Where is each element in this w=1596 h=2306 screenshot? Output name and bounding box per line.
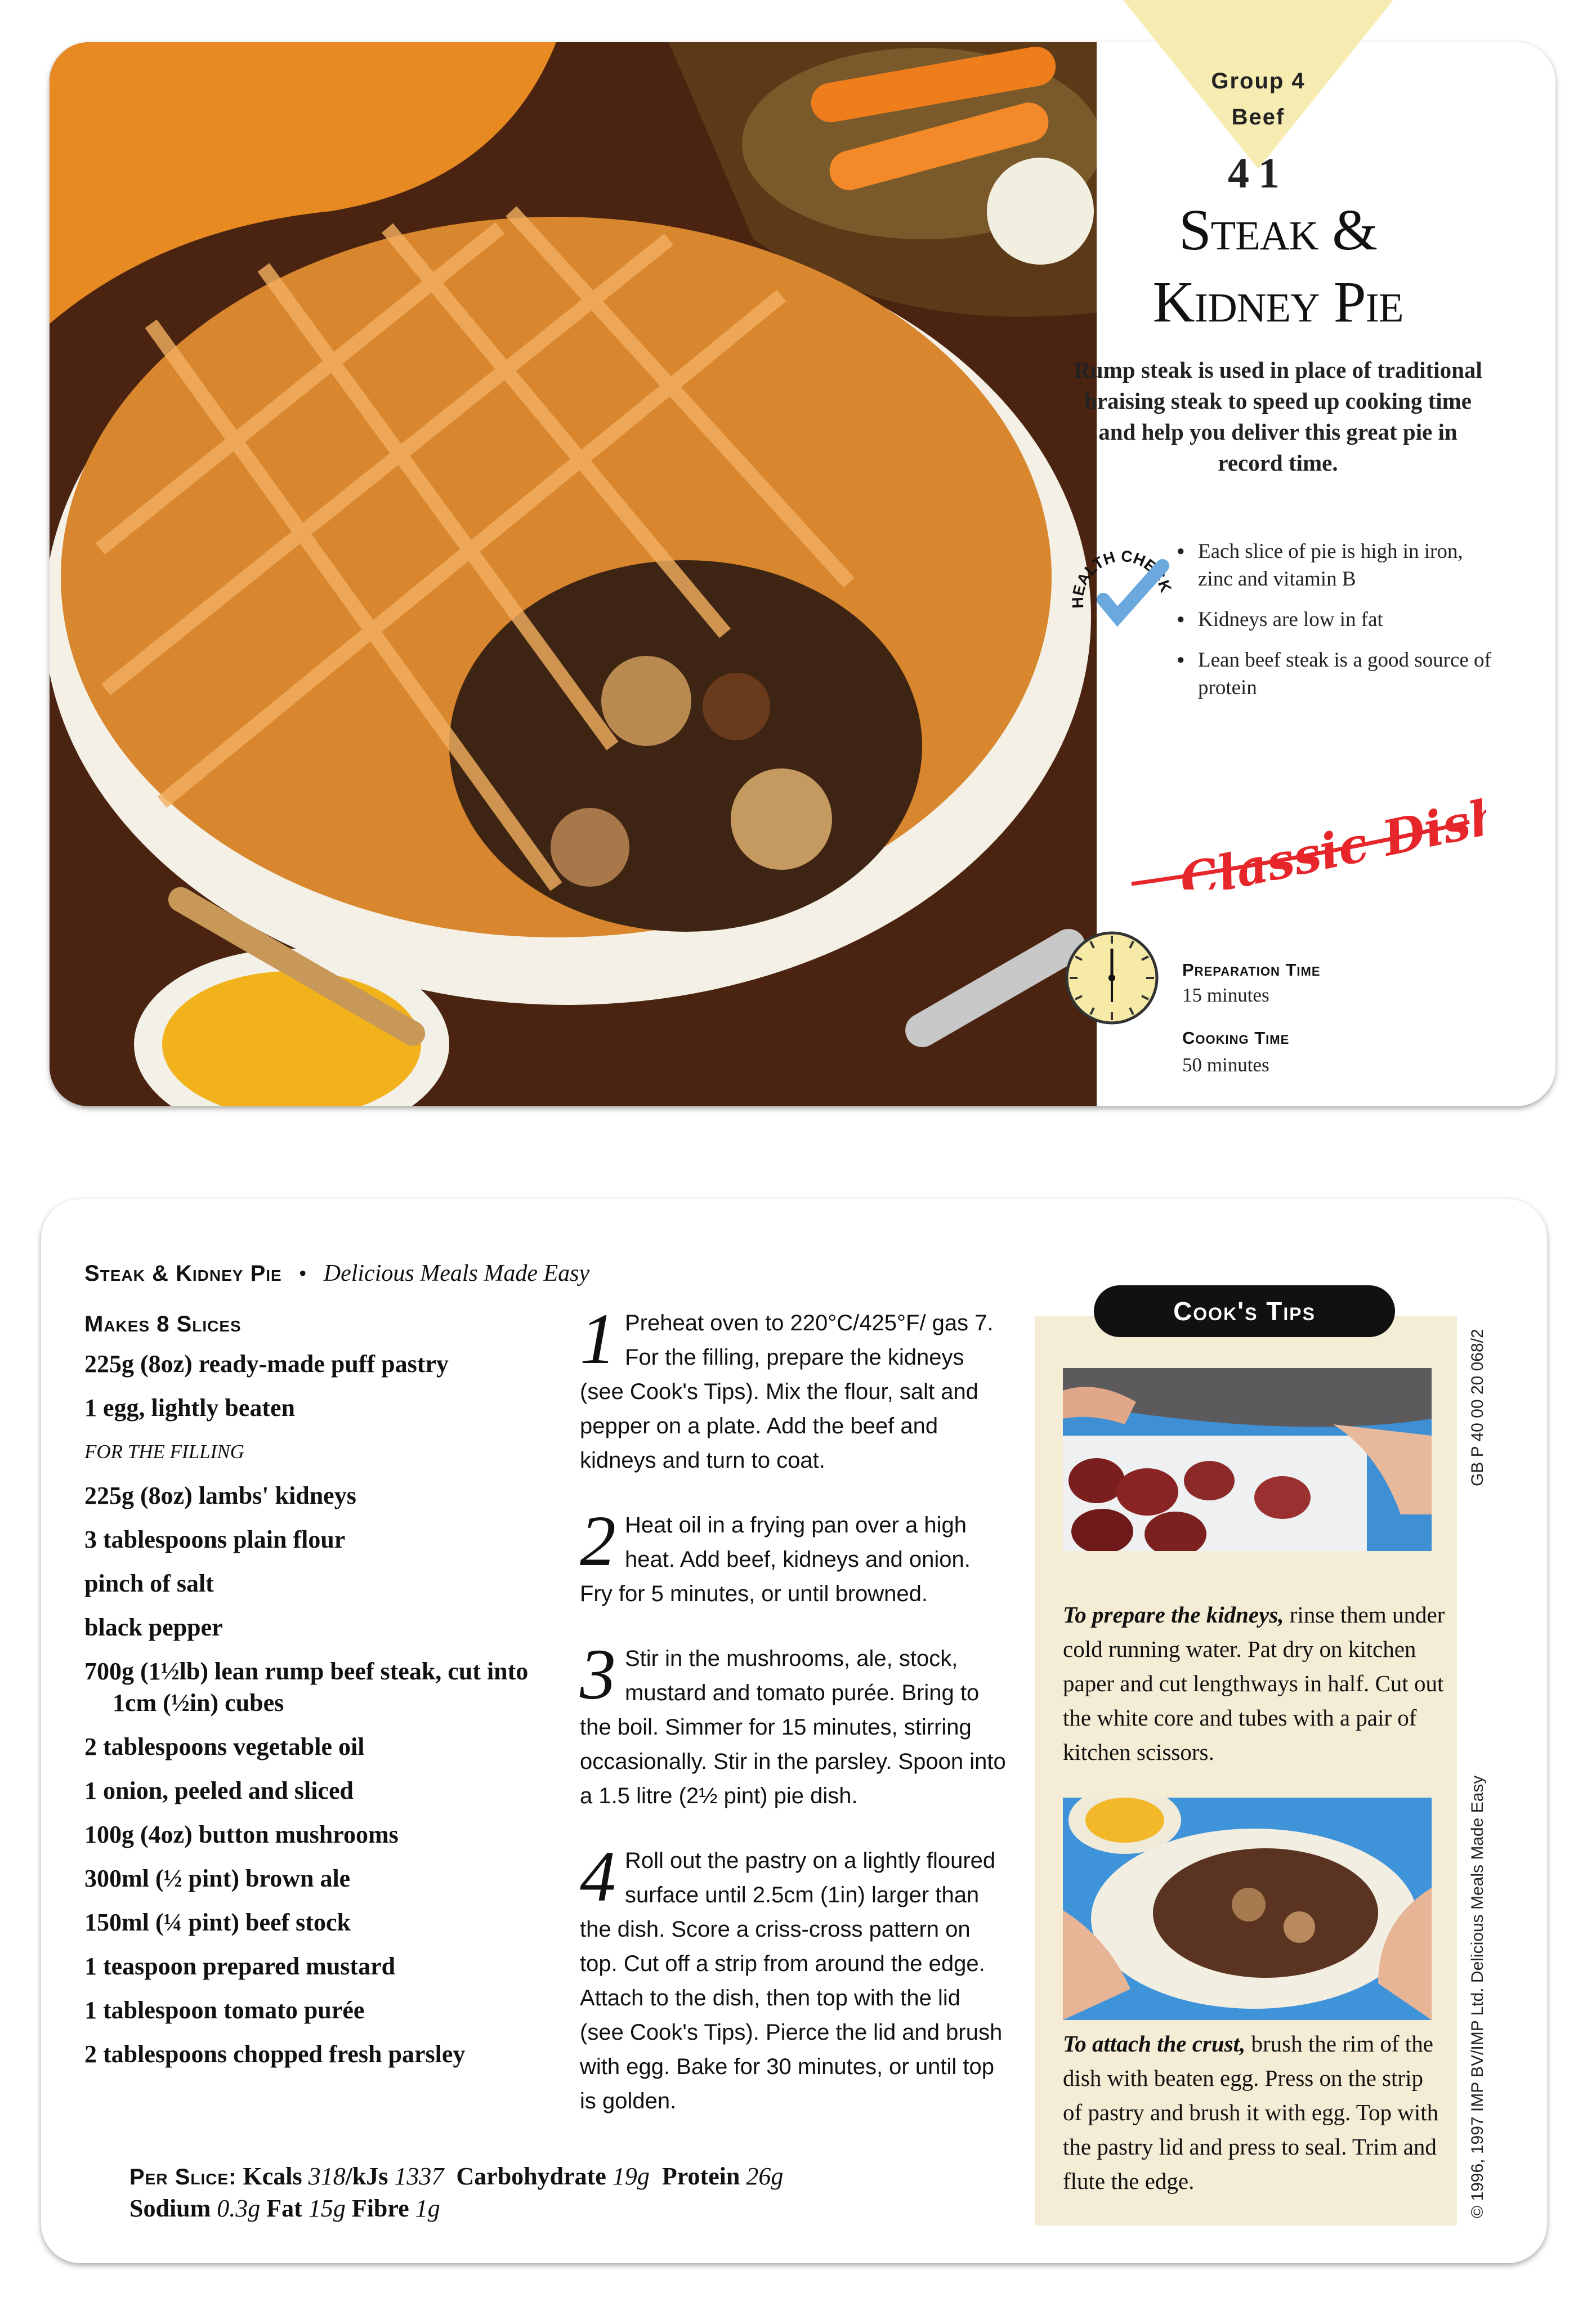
header-bullet: •: [298, 1261, 307, 1286]
ingredient: 225g (8oz) ready-made puff pastry: [84, 1350, 449, 1378]
fat-label: Fat: [266, 2195, 302, 2222]
title-line-2: Kidney Pie: [1152, 270, 1403, 334]
sodium-label: Sodium: [129, 2195, 211, 2222]
prep-time-label: Preparation Time: [1182, 960, 1321, 980]
tip-kidneys-lead: To prepare the kidneys,: [1063, 1602, 1284, 1628]
crust-photo: [1063, 1798, 1432, 2020]
ingredient: 1 teaspoon prepared mustard: [84, 1952, 396, 1980]
kj-label: /kJs: [345, 2162, 388, 2190]
step-number: 2: [580, 1501, 616, 1581]
classic-dish-badge: [1126, 788, 1486, 890]
health-point: ● Each slice of pie is high in iron, zinc and vitamin B: [1177, 538, 1492, 593]
series-name: Delicious Meals Made Easy: [323, 1261, 590, 1286]
pie-illustration: [50, 42, 1097, 1106]
carb-value: 19g: [612, 2162, 650, 2190]
card-number: 41: [1228, 150, 1289, 197]
health-point: ● Lean beef steak is a good source of protein: [1177, 646, 1492, 701]
method-step: [580, 1634, 1008, 1813]
yield-label: Makes 8 Slices: [84, 1312, 242, 1337]
ingredient: 700g (1½lb) lean rump beef steak, cut into 1cm (½in) cubes: [84, 1657, 529, 1717]
fibre-value: 1g: [415, 2195, 440, 2222]
tip-crust-text: brush the rim of the dish with beaten egg. Press on the strip of pastry and brush it with egg. Top with the pastry lid and press to seal. Trim and flute the edge.: [1063, 2031, 1439, 2194]
step-text: Heat oil in a frying pan over a high heat. Add beef, kidneys and onion. Fry for 5 minutes, or until browned.: [580, 1513, 971, 1606]
method-steps: [580, 1299, 1008, 2149]
cook-time-value: 50 minutes: [1182, 1054, 1269, 1076]
classic-dish-text: Classic Dish: [1174, 788, 1486, 890]
health-check-icon: [1064, 540, 1177, 653]
group-label: Group 4: [1211, 69, 1306, 93]
kcals-label: Kcals: [243, 2162, 302, 2190]
intro-text: Rump steak is used in place of traditional braising steak to speed up cooking time and help you deliver this great pie in record time.: [1074, 357, 1482, 476]
step-number: 4: [580, 1836, 616, 1916]
sodium-value: 0.3g: [217, 2195, 261, 2222]
ingredient: 150ml (¼ pint) beef stock: [84, 1909, 351, 1936]
health-point: ● Kidneys are low in fat: [1177, 606, 1492, 633]
kidney-prep-photo: [1063, 1368, 1432, 1551]
kj-value: 1337: [394, 2162, 444, 2190]
health-check-label: HEALTH CHECK: [1069, 547, 1175, 609]
copyright-text: © 1996, 1997 IMP BV/IMP Ltd. Delicious Meals Made Easy: [1468, 1775, 1487, 2218]
back-header: [84, 1260, 589, 1287]
tip-crust-lead: To attach the crust,: [1063, 2031, 1246, 2057]
product-code: GB P 40 00 20 068/2: [1468, 1329, 1487, 1486]
ingredient: 2 tablespoons chopped fresh parsley: [84, 2040, 466, 2068]
step-text: Roll out the pastry on a lightly floured surface until 2.5cm (1in) larger than the dish. Score a criss-cross pattern on top. Cut off a strip from around the edge. Attach to the dish, then top with the lid (see Cook's Tips). Pierce the lid and brush with egg. Bake for 30 minutes, or until top is golden.: [580, 1848, 1003, 2113]
nutrition-info: [129, 2161, 1030, 2224]
step-text: Stir in the mushrooms, ale, stock, mustard and tomato purée. Bring to the boil. Simmer for 15 minutes, stirring occasionally. Stir in the parsley. Spoon into a 1.5 litre (2½ pint) pie dish.: [580, 1646, 1006, 1808]
title-line-1: Steak &: [1178, 198, 1378, 262]
protein-label: Protein: [661, 2162, 740, 2190]
ingredient: 1 egg, lightly beaten: [84, 1394, 295, 1422]
ingredient: 225g (8oz) lambs' kidneys: [84, 1482, 356, 1509]
tip-kidneys-text: rinse them under cold running water. Pat dry on kitchen paper and cut lengthways in half. Cut out the white core and tubes with a pair of kitchen scissors.: [1063, 1602, 1445, 1765]
cooks-tips-title: Cook's Tips: [1094, 1285, 1395, 1337]
clock-icon: [1063, 929, 1161, 1027]
step-text: Preheat oven to 220°C/425°F/ gas 7. For the filling, prepare the kidneys (see Cook's Tips). Mix the flour, salt and pepper on a plate. Add the beef and kidneys and turn to coat.: [580, 1311, 994, 1473]
method-step: [580, 1836, 1008, 2119]
tip-kidneys: [1063, 1598, 1446, 1769]
step-number: 3: [580, 1634, 616, 1714]
fat-value: 15g: [308, 2195, 346, 2222]
carb-label: Carbohydrate: [456, 2162, 606, 2190]
tip-crust: [1063, 2027, 1446, 2198]
ingredient: pinch of salt: [84, 1570, 214, 1597]
ingredient-list: [84, 1348, 535, 2082]
recipe-title: [1064, 194, 1492, 338]
ingredient: 300ml (½ pint) brown ale: [84, 1865, 351, 1892]
ingredient: black pepper: [84, 1614, 223, 1641]
back-title: Steak & Kidney Pie: [84, 1261, 282, 1286]
category-label: Beef: [1231, 105, 1285, 129]
ingredient: 100g (4oz) button mushrooms: [84, 1821, 399, 1848]
step-number: 1: [580, 1299, 616, 1379]
ingredient: 1 onion, peeled and sliced: [84, 1777, 354, 1804]
ingredient: 2 tablespoons vegetable oil: [84, 1733, 365, 1760]
ingredient: 1 tablespoon tomato purée: [84, 1996, 365, 2024]
method-step: [580, 1501, 1008, 1611]
cook-time-label: Cooking Time: [1182, 1028, 1290, 1048]
fibre-label: Fibre: [351, 2195, 409, 2222]
ingredient-subheading: FOR THE FILLING: [84, 1441, 244, 1463]
pie-photo: [50, 42, 1097, 1106]
ingredient: 3 tablespoons plain flour: [84, 1526, 346, 1553]
protein-value: 26g: [746, 2162, 784, 2190]
method-step: [580, 1299, 1008, 1478]
kcals-value: 318: [308, 2162, 346, 2190]
health-points: [1177, 538, 1492, 714]
nutrition-label: Per Slice:: [129, 2165, 237, 2189]
prep-time-value: 15 minutes: [1182, 984, 1269, 1006]
